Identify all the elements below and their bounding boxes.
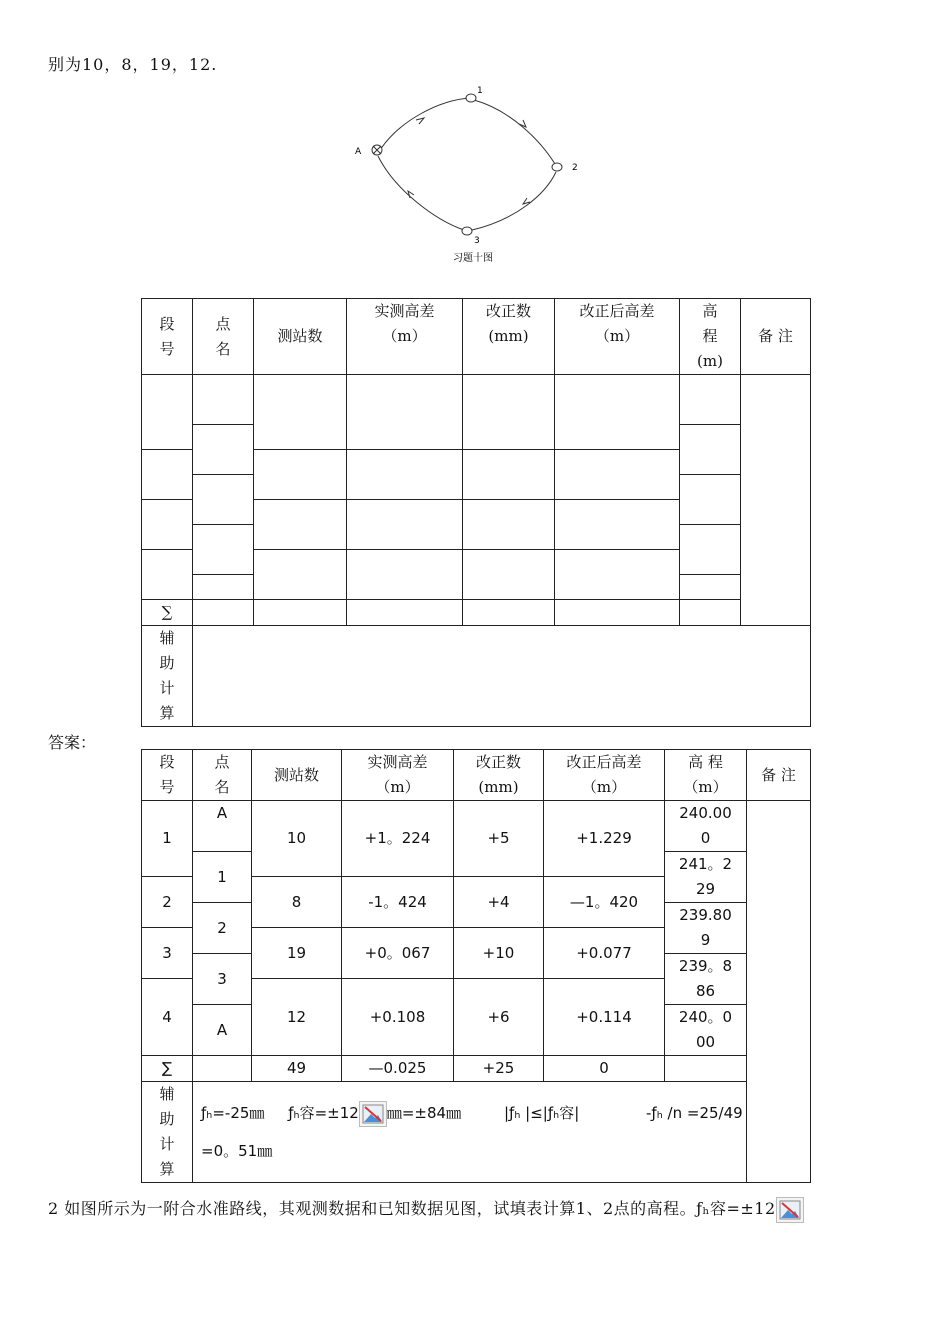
elevation-cell: 240.00 0	[665, 801, 747, 852]
sum-measured: —0.025	[342, 1056, 454, 1082]
hdr-point: 点 名	[193, 750, 252, 801]
correction-cell: +4	[454, 877, 544, 928]
stations-cell: 12	[252, 979, 342, 1056]
elevation-cell: 239。8 86	[665, 954, 747, 1005]
aux-per-station: -ƒₕ /n =25/49	[646, 1104, 743, 1122]
cell	[193, 425, 254, 475]
measured-cell: -1。424	[342, 877, 454, 928]
cell	[142, 500, 193, 550]
elevation-cell: 241。2 29	[665, 852, 747, 903]
cell	[193, 1056, 252, 1082]
broken-image-icon	[359, 1101, 387, 1127]
cell	[741, 375, 811, 626]
cell	[555, 500, 680, 550]
hdr-adjusted: 改正后高差 （m）	[544, 750, 665, 801]
correction-cell: +5	[454, 801, 544, 877]
hdr-correction: 改正数 (mm)	[463, 299, 555, 375]
cell	[193, 475, 254, 525]
cell	[680, 575, 741, 600]
blank-table	[141, 298, 811, 727]
elevation-cell: 239.80 9	[665, 903, 747, 954]
intro-text: 别为10，8，19，12.	[48, 55, 218, 74]
measured-cell: +0.108	[342, 979, 454, 1056]
cell	[254, 450, 347, 500]
hdr-note: 备 注	[741, 299, 811, 375]
cell	[142, 375, 193, 450]
cell	[142, 550, 193, 600]
hdr-measured: 实测高差 （m）	[347, 299, 463, 375]
cell	[555, 600, 680, 626]
cell	[193, 600, 254, 626]
adjusted-cell: +1.229	[544, 801, 665, 877]
cell	[347, 550, 463, 600]
point-cell: 2	[193, 903, 252, 954]
fig-caption: 习题十图	[453, 253, 493, 264]
segment-cell: 3	[142, 928, 193, 979]
sum-adjusted: 0	[544, 1056, 665, 1082]
cell	[463, 375, 555, 450]
answer-table	[141, 749, 811, 1183]
point-cell: 3	[193, 954, 252, 1005]
cell	[142, 450, 193, 500]
stations-cell: 10	[252, 801, 342, 877]
fig-label-3: 3	[474, 236, 480, 246]
stations-cell: 8	[252, 877, 342, 928]
cell	[347, 500, 463, 550]
cell	[463, 600, 555, 626]
cell	[680, 425, 741, 475]
cell	[254, 500, 347, 550]
aux-fh-allow: ƒₕ容=±12	[288, 1104, 359, 1122]
point-cell: A	[193, 801, 252, 852]
aux-per-station-result: =0。51㎜	[201, 1142, 273, 1160]
aux-label: 辅 助 计 算	[142, 626, 193, 727]
answer-label: 答案：	[48, 733, 97, 752]
aux-fh-allow-b: ㎜=±84㎜	[386, 1104, 462, 1122]
cell	[680, 375, 741, 425]
correction-cell: +6	[454, 979, 544, 1056]
hdr-point: 点 名	[193, 299, 254, 375]
hdr-correction: 改正数 (mm)	[454, 750, 544, 801]
cell	[680, 525, 741, 575]
fig-label-1: 1	[477, 86, 483, 96]
hdr-elevation: 高 程 （m）	[665, 750, 747, 801]
segment-cell: 1	[142, 801, 193, 877]
aux-label: 辅 助 计 算	[142, 1082, 193, 1183]
aux-condition: |ƒₕ |≤|ƒₕ容|	[504, 1104, 580, 1122]
hdr-segment: 段 号	[142, 299, 193, 375]
fig-label-2: 2	[572, 163, 578, 173]
measured-cell: +1。224	[342, 801, 454, 877]
measured-cell: +0。067	[342, 928, 454, 979]
adjusted-cell: —1。420	[544, 877, 665, 928]
point-cell: A	[193, 1005, 252, 1056]
cell	[680, 600, 741, 626]
question-2: 2 如图所示为一附合水准路线，其观测数据和已知数据见图，试填表计算1、2点的高程。ƒₕ容=±12	[48, 1196, 804, 1223]
sum-stations: 49	[252, 1056, 342, 1082]
cell	[254, 600, 347, 626]
cell	[347, 600, 463, 626]
cell	[347, 450, 463, 500]
cell	[347, 375, 463, 450]
cell	[680, 475, 741, 525]
sum-label: ∑	[142, 1056, 193, 1082]
segment-cell: 2	[142, 877, 193, 928]
segment-cell: 4	[142, 979, 193, 1056]
cell	[555, 550, 680, 600]
fig-label-a: A	[355, 147, 362, 157]
sum-correction: +25	[454, 1056, 544, 1082]
cell	[254, 375, 347, 450]
hdr-stations: 测站数	[252, 750, 342, 801]
cell	[193, 525, 254, 575]
correction-cell: +10	[454, 928, 544, 979]
point-cell: 1	[193, 852, 252, 903]
cell	[463, 450, 555, 500]
hdr-elevation: 高 程 (m)	[680, 299, 741, 375]
cell	[463, 500, 555, 550]
cell	[555, 450, 680, 500]
cell	[193, 375, 254, 425]
cell	[254, 550, 347, 600]
hdr-measured: 实测高差 （m）	[342, 750, 454, 801]
stations-cell: 19	[252, 928, 342, 979]
adjusted-cell: +0.077	[544, 928, 665, 979]
aux-calc	[193, 1082, 811, 1183]
cell	[665, 1056, 747, 1082]
cell	[463, 550, 555, 600]
aux-blank	[193, 626, 811, 727]
hdr-adjusted: 改正后高差 （m）	[555, 299, 680, 375]
cell	[193, 575, 254, 600]
hdr-segment: 段 号	[142, 750, 193, 801]
hdr-stations: 测站数	[254, 299, 347, 375]
sum-label: ∑	[142, 600, 193, 626]
adjusted-cell: +0.114	[544, 979, 665, 1056]
aux-fh: ƒₕ=-25㎜	[201, 1104, 265, 1122]
broken-image-icon	[776, 1197, 804, 1223]
elevation-cell: 240。0 00	[665, 1005, 747, 1056]
leveling-loop-figure	[340, 80, 600, 270]
cell	[555, 375, 680, 450]
hdr-note: 备 注	[747, 750, 811, 801]
